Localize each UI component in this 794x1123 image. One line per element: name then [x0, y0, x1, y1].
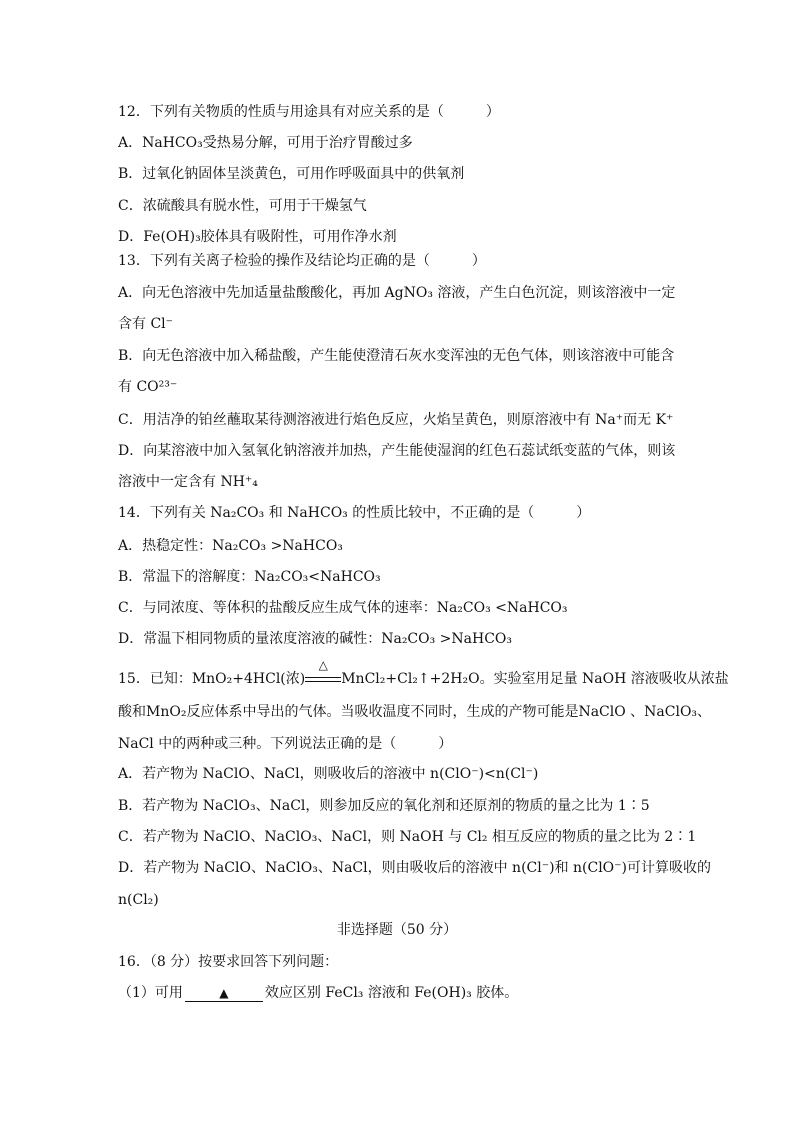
q15-option-a: A．若产物为 NaClO、NaCl，则吸收后的溶液中 n(ClO⁻)<n(Cl⁻): [118, 766, 539, 782]
q12-option-c: C．浓硫酸具有脱水性，可用于干燥氢气: [118, 198, 367, 214]
q14-option-c: C．与同浓度、等体积的盐酸反应生成气体的速率：Na₂CO₃ <NaHCO₃: [118, 600, 568, 616]
q15-stem-line2: 酸和MnO₂反应体系中导出的气体。当吸收温度不同时，生成的产物可能是NaClO 、NaClO₃、: [118, 704, 712, 720]
q13-stem: 13．下列有关离子检验的操作及结论均正确的是（ ）: [118, 253, 486, 269]
q15-option-c: C．若产物为 NaClO、NaClO₃、NaCl，则 NaOH 与 Cl₂ 相互反应的物质的量之比为 2∶1: [118, 829, 697, 845]
q15-stem-line1: [118, 658, 729, 689]
q12-option-d: D．Fe(OH)₃胶体具有吸附性，可用作净水剂: [118, 229, 397, 245]
q13-option-c: C．用洁净的铂丝蘸取某待测溶液进行焰色反应，火焰呈黄色，则原溶液中有 Na⁺而无 K⁺: [118, 412, 674, 428]
heat-condition-symbol: △: [318, 658, 328, 672]
q14-option-a: A．热稳定性：Na₂CO₃ >NaHCO₃: [118, 538, 343, 554]
equals-sign: [305, 677, 341, 682]
q15-stem-line3: NaCl 中的两种或三种。下列说法正确的是（ ）: [118, 736, 453, 752]
q13-option-a-line1: A．向无色溶液中先加适量盐酸酸化，再加 AgNO₃ 溶液，产生白色沉淀，则该溶液中一定: [118, 285, 676, 301]
reaction-arrow: [305, 658, 341, 689]
q13-option-a-line2: 含有 Cl⁻: [118, 316, 174, 332]
q12-option-b: B．过氧化钠固体呈淡黄色，可用作呼吸面具中的供氧剂: [118, 166, 465, 182]
q14-option-b: B．常温下的溶解度：Na₂CO₃<NaHCO₃: [118, 569, 381, 585]
q15-option-b: B．若产物为 NaClO₃、NaCl，则参加反应的氧化剂和还原剂的物质的量之比为 1∶5: [118, 798, 650, 814]
q13-option-b-line2: 有 CO²³⁻: [118, 379, 178, 395]
q16-stem: 16．（8 分）按要求回答下列问题：: [118, 954, 339, 970]
q15-products: MnCl₂+Cl₂↑+2H₂O。实验室用足量 NaOH 溶液吸收从浓盐: [341, 671, 729, 687]
q15-option-d-line1: D．若产物为 NaClO、NaClO₃、NaCl，则由吸收后的溶液中 n(Cl⁻)和 n(ClO⁻)可计算吸收的: [118, 860, 712, 876]
q12-stem: 12．下列有关物质的性质与用途具有对应关系的是（ ）: [118, 104, 500, 120]
q16-part1: [118, 983, 518, 1003]
q13-option-b-line1: B．向无色溶液中加入稀盐酸，产生能使澄清石灰水变浑浊的无色气体，则该溶液中可能含: [118, 348, 675, 364]
q15-option-d-line2: n(Cl₂): [118, 892, 159, 908]
q12-option-a: A．NaHCO₃受热易分解，可用于治疗胃酸过多: [118, 135, 413, 151]
answer-blank[interactable]: ▲: [185, 985, 263, 1002]
q16-part1-prefix: （1）可用: [118, 985, 183, 1001]
q14-option-d: D．常温下相同物质的量浓度溶液的碱性：Na₂CO₃ >NaHCO₃: [118, 631, 513, 647]
section-heading: 非选择题（50 分）: [336, 922, 458, 938]
q16-part1-suffix: 效应区别 FeCl₃ 溶液和 Fe(OH)₃ 胶体。: [264, 985, 519, 1001]
q14-stem: 14．下列有关 Na₂CO₃ 和 NaHCO₃ 的性质比较中，不正确的是（ ）: [118, 505, 591, 521]
q13-option-d-line1: D．向某溶液中加入氢氧化钠溶液并加热，产生能使湿润的红色石蕊试纸变蓝的气体，则该: [118, 443, 676, 459]
q13-option-d-line2: 溶液中一定含有 NH⁺₄: [118, 474, 258, 490]
q15-reactants: 15．已知：MnO₂+4HCl(浓): [118, 671, 306, 687]
